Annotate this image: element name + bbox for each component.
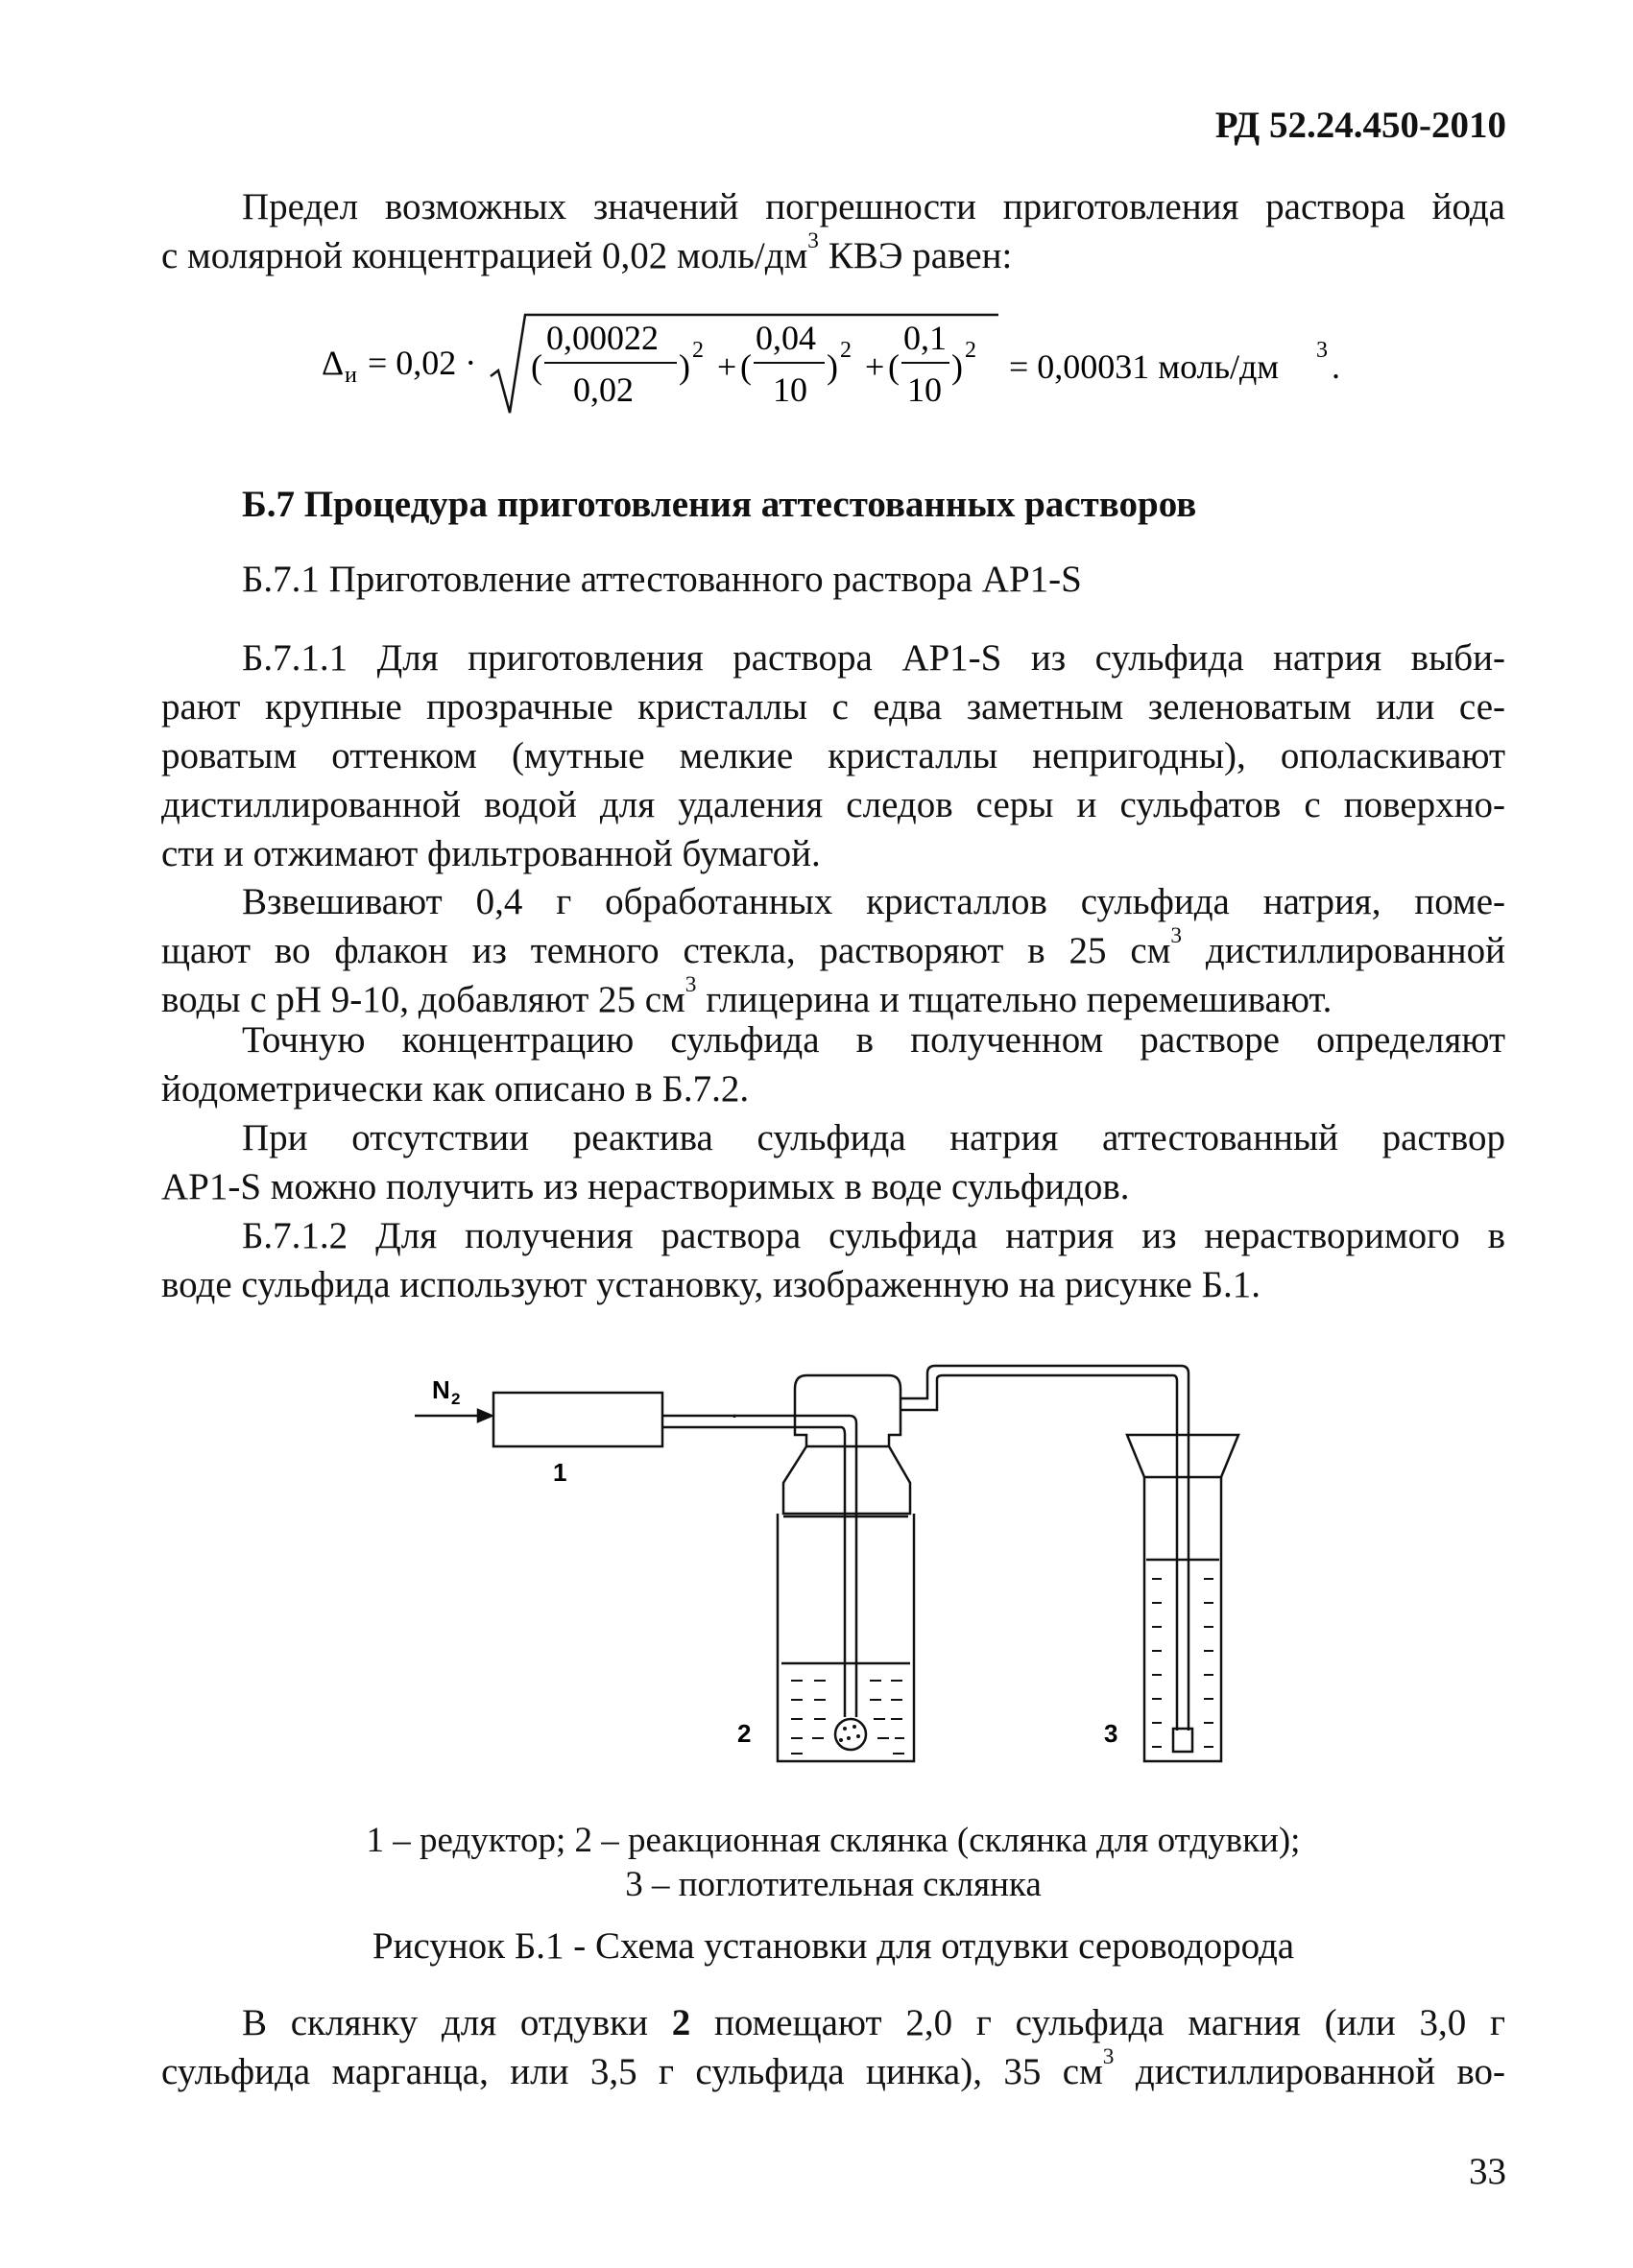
apparatus-diagram — [403, 1339, 1258, 1790]
p3-line: йодометрически как описано в Б.7.2. — [161, 1068, 750, 1110]
formula-result-end: . — [1332, 347, 1340, 386]
intro-text-end: КВЭ равен: — [819, 235, 1013, 276]
p2-text: воды с pH 9-10, добавляют 25 см — [161, 979, 685, 1020]
gas-dispersion-bulb — [835, 1719, 866, 1750]
document-code: РД 52.24.450-2010 — [1214, 105, 1506, 146]
formula-plus-1: + — [717, 347, 737, 386]
formula-power-1: 2 — [692, 338, 704, 363]
p6-text: В склянку для отдувки — [242, 2002, 672, 2043]
formula-paren-open-2: ( — [740, 347, 752, 386]
p1-line: сти и отжимают фильтрованной бумагой. — [161, 833, 821, 874]
p4-line: При отсутствии реактива сульфида натрия аттестованный раствор — [242, 1117, 1505, 1158]
p2-text: щают во флакон из темного стекла, растворяют в 25 см — [161, 930, 1171, 971]
intro-sup: 3 — [807, 227, 819, 253]
pipe-to-flask — [662, 1416, 734, 1427]
flask-3-body — [1144, 1477, 1221, 1761]
p6-bold: 2 — [671, 2002, 691, 2043]
paragraph-concentration — [161, 1015, 1505, 1113]
label-absorber-flask: 3 — [1104, 1719, 1118, 1748]
p4-line: AP1-S можно получить из нерастворимых в воде сульфидов. — [161, 1166, 1130, 1207]
section-heading: Б.7 Процедура приготовления аттестованных растворов — [242, 484, 1197, 525]
intro-paragraph — [161, 182, 1505, 280]
absorber-tube — [1177, 1443, 1189, 1731]
formula-result: = 0,00031 моль/дм — [1009, 347, 1280, 386]
formula-delta: Δ — [322, 344, 345, 382]
p6-text: сульфида марганца, или 3,5 г сульфида цинка), 35 см — [161, 2051, 1103, 2092]
uncertainty-formula — [322, 307, 1406, 422]
p2-text-end: глицерина и тщательно перемешивают. — [696, 979, 1333, 1020]
p6-text-end: помещают 2,0 г сульфида магния (или 3,0 г — [690, 2002, 1505, 2043]
formula-paren-open-1: ( — [531, 347, 542, 386]
paragraph-b711 — [161, 633, 1505, 878]
formula-t3-den: 10 — [907, 370, 942, 409]
flask-3-stopper — [1127, 1435, 1238, 1477]
reducer-box — [493, 1393, 662, 1446]
intro-line-2 — [161, 227, 1505, 280]
formula-t1-den: 0,02 — [573, 370, 634, 409]
p3-line: Точную концентрацию сульфида в полученном растворе определяют — [242, 1019, 1505, 1061]
page-number: 33 — [1469, 2151, 1506, 2192]
p2-line-2 — [161, 922, 1505, 975]
formula-t2-den: 10 — [773, 370, 807, 409]
p2-sup: 3 — [1170, 922, 1183, 948]
formula-power-3: 2 — [965, 338, 976, 363]
flask-2-neck — [783, 1446, 910, 1514]
p1-line: Б.7.1.1 Для приготовления раствора AP1-S из сульфида натрия выби- — [242, 637, 1505, 679]
subsection-heading: Б.7.1 Приготовление аттестованного раствора AP1-S — [242, 559, 1082, 600]
formula-coefficient: = 0,02 · — [368, 344, 477, 382]
formula-t1-num: 0,00022 — [546, 319, 659, 357]
formula-paren-close-1: ) — [679, 347, 690, 386]
p6-text-end: дистиллированной во- — [1114, 2051, 1505, 2092]
paragraph-absence — [161, 1113, 1505, 1211]
formula-paren-close-2: ) — [827, 347, 838, 386]
formula-power-2: 2 — [840, 338, 852, 363]
p5-line: Б.7.1.2 Для получения раствора сульфида натрия из нерастворимого в — [242, 1215, 1505, 1256]
label-reaction-flask: 2 — [737, 1719, 752, 1748]
gas-label-sub: 2 — [451, 1390, 461, 1408]
figure-legend — [161, 1819, 1505, 1907]
flask-3-liquid — [1152, 1579, 1213, 1747]
p6-line-1 — [161, 1998, 1505, 2047]
p6-line-2 — [161, 2043, 1505, 2096]
intro-text: с молярной концентрацией 0,02 моль/дм — [161, 235, 808, 276]
intro-line-1: Предел возможных значений погрешности приготовления раствора йода — [242, 186, 1505, 227]
formula-plus-2: + — [865, 347, 885, 386]
p5-line: воде сульфида используют установку, изображенную на рисунке Б.1. — [161, 1264, 1261, 1305]
p2-sup: 3 — [684, 971, 697, 997]
legend-line-2: 3 – поглотительная склянка — [625, 1865, 1042, 1904]
formula-paren-open-3: ( — [888, 347, 900, 386]
arrow-head — [478, 1410, 492, 1421]
gas-label: N — [432, 1375, 450, 1404]
label-reducer: 1 — [553, 1458, 567, 1487]
paragraph-weighing — [161, 877, 1505, 1024]
p2-line-1: Взвешивают 0,4 г обработанных кристаллов сульфида натрия, поме- — [242, 881, 1505, 922]
p2-text-end: дистиллированной — [1182, 930, 1505, 971]
figure-caption: Рисунок Б.1 - Схема установки для отдувки сероводорода — [372, 1925, 1295, 1967]
formula-delta-sub: и — [345, 363, 357, 388]
p6-sup: 3 — [1102, 2043, 1115, 2069]
absorber-tip — [1173, 1729, 1192, 1752]
flask-2-head — [795, 1375, 901, 1446]
formula-result-sup: 3 — [1316, 338, 1328, 363]
bulb-pores — [839, 1725, 860, 1742]
paragraph-procedure — [161, 1998, 1505, 2096]
formula-t2-num: 0,04 — [756, 319, 816, 357]
outlet-tube — [901, 1366, 1189, 1443]
flask-2-liquid — [791, 1681, 904, 1754]
formula-t3-num: 0,1 — [903, 319, 947, 357]
p1-line: дистиллированной водой для удаления следов серы и сульфатов с поверхно- — [161, 784, 1505, 825]
p1-line: роватым оттенком (мутные мелкие кристаллы непригодны), ополаскивают — [161, 735, 1505, 776]
paragraph-b712 — [161, 1211, 1505, 1309]
inlet-tube — [734, 1416, 856, 1717]
legend-line-1: 1 – редуктор; 2 – реакционная склянка (склянка для отдувки); — [366, 1821, 1301, 1860]
formula-paren-close-3: ) — [951, 347, 963, 386]
p1-line: рают крупные прозрачные кристаллы с едва заметным зеленоватым или се- — [161, 686, 1505, 728]
